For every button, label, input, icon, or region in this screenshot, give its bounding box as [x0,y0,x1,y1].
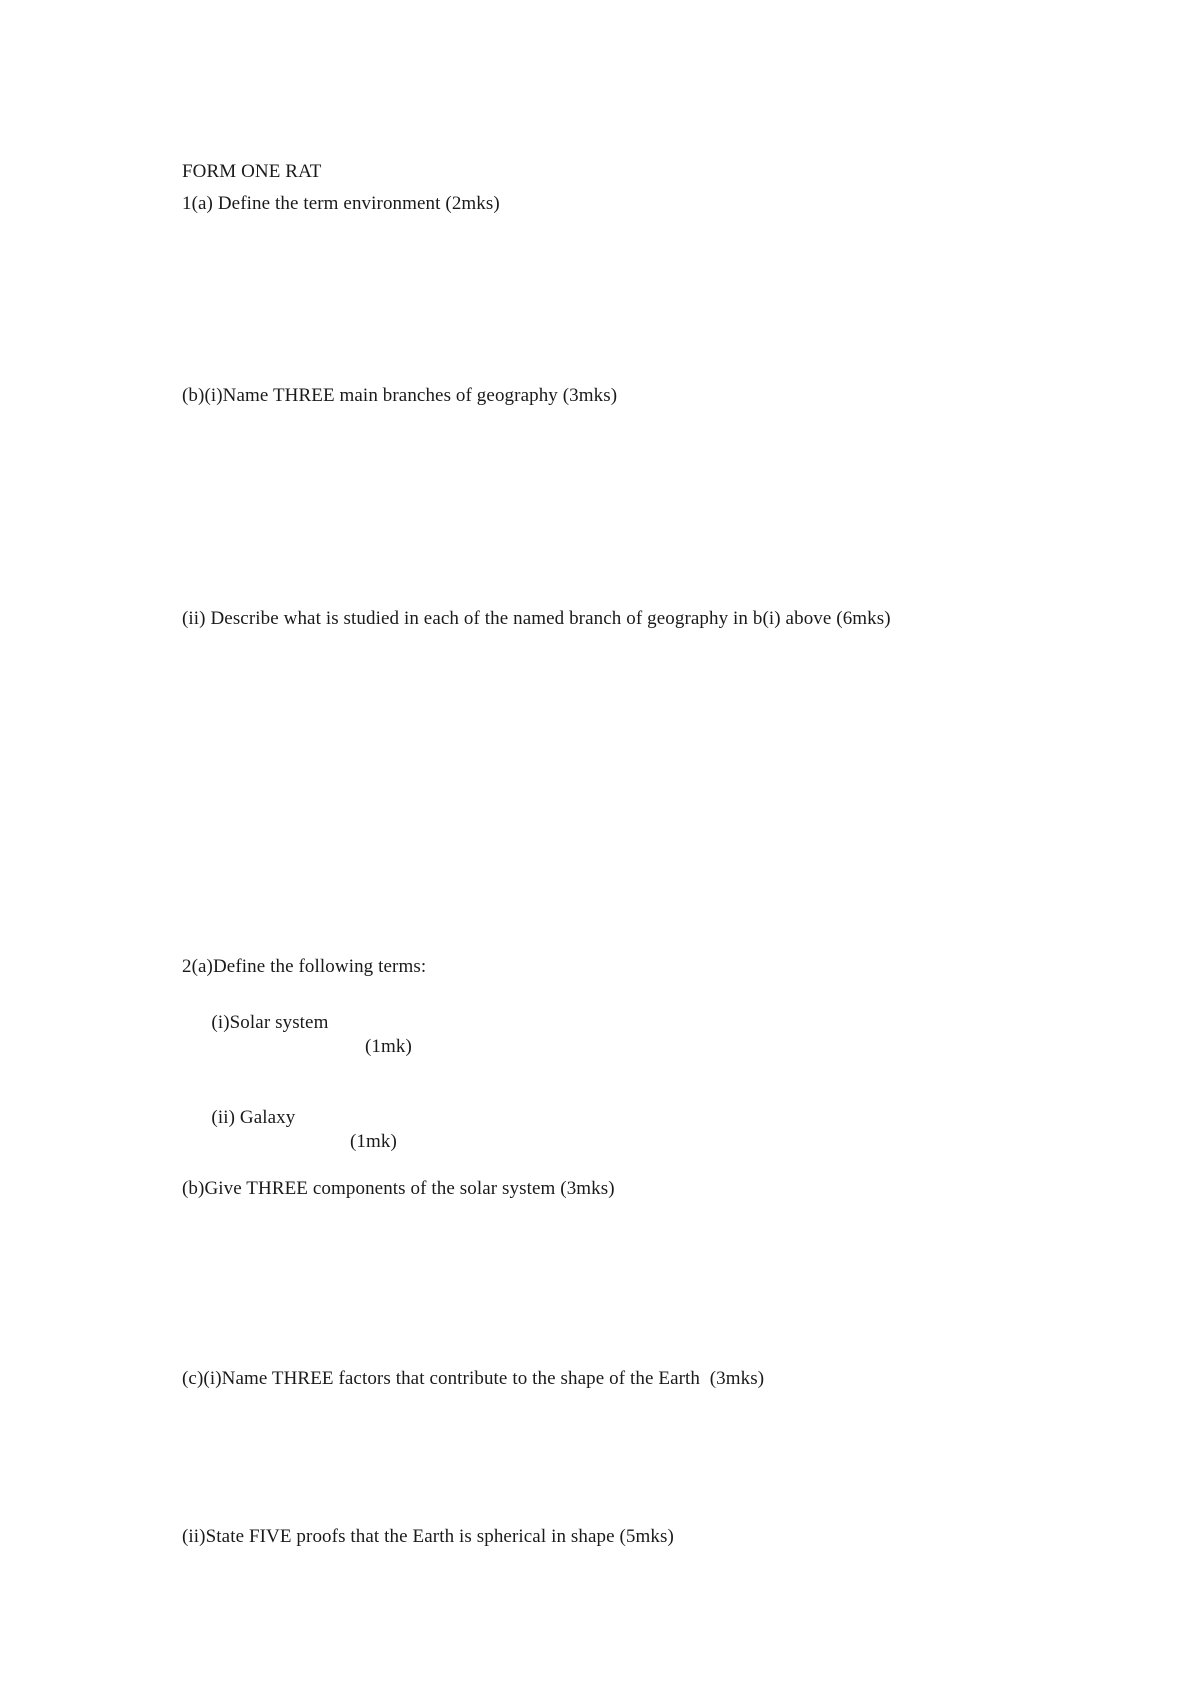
page-title: FORM ONE RAT [182,161,322,182]
question-2a-ii-marks: (1mk) [350,1131,397,1152]
question-2a-i-label: (i)Solar system [211,1012,329,1033]
question-2a: 2(a)Define the following terms: [182,956,427,977]
question-2a-i-marks: (1mk) [365,1036,412,1057]
question-1b-i: (b)(i)Name THREE main branches of geography (3mks) [182,385,618,406]
question-2a-i [192,987,412,1083]
question-1a: 1(a) Define the term environment (2mks) [182,193,500,214]
question-2a-ii [192,1082,397,1178]
question-1b-ii: (ii) Describe what is studied in each of the named branch of geography in b(i) above (6mks) [182,608,891,629]
question-2b: (b)Give THREE components of the solar system (3mks) [182,1178,615,1199]
question-2c-ii: (ii)State FIVE proofs that the Earth is spherical in shape (5mks) [182,1526,674,1547]
question-2a-ii-label: (ii) Galaxy [211,1107,296,1128]
question-2c-i: (c)(i)Name THREE factors that contribute to the shape of the Earth (3mks) [182,1368,765,1389]
